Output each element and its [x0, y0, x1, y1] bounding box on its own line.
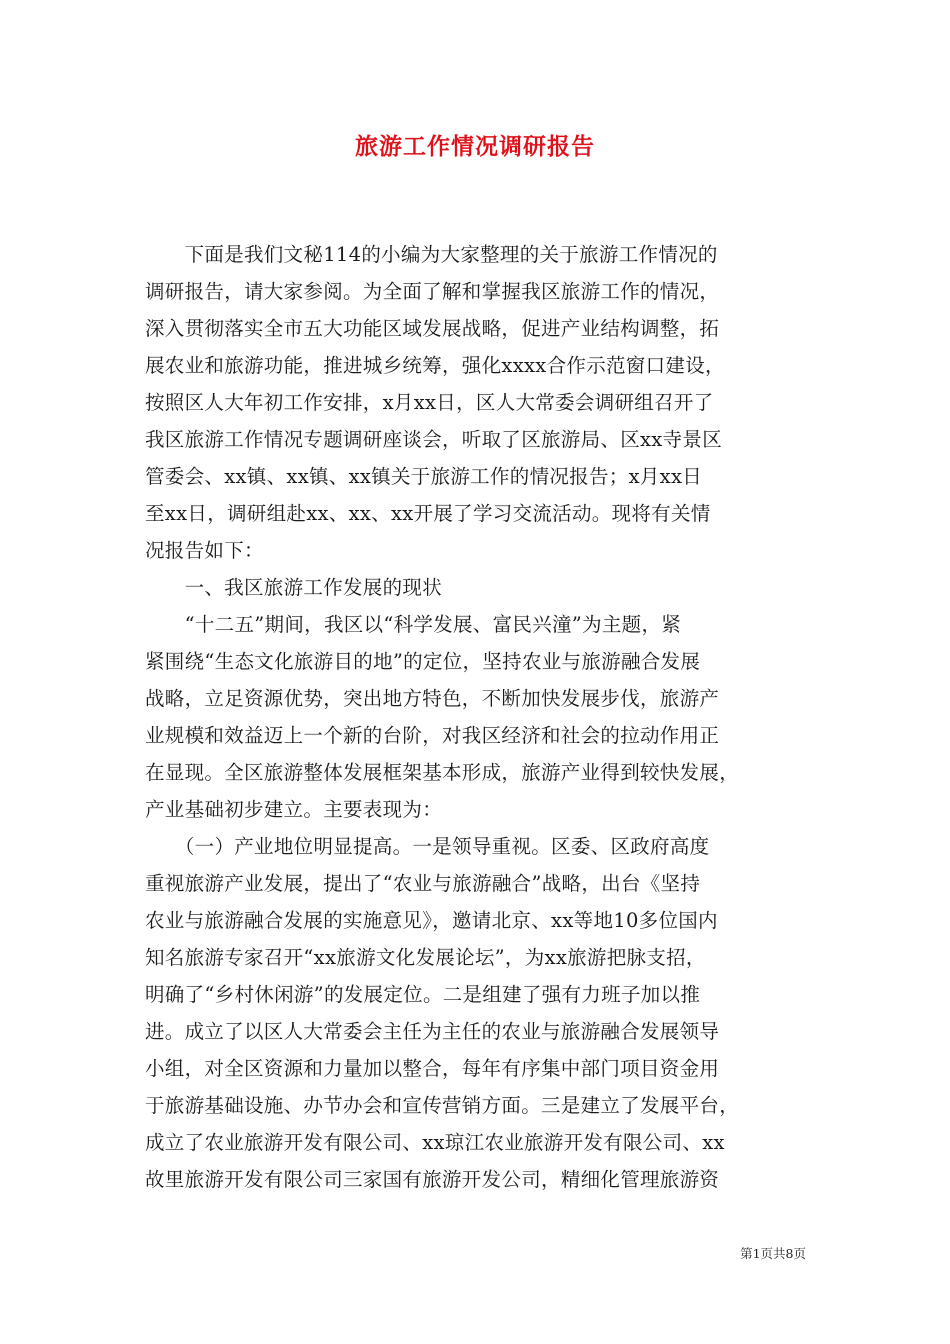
text-line: 成立了农业旅游开发有限公司、xx琼江农业旅游开发有限公司、xx [145, 1131, 725, 1154]
text-line: 重视旅游产业发展，提出了“农业与旅游融合”战略，出台《坚持 [145, 872, 701, 895]
page-number: 第1页共8页 [740, 1246, 806, 1261]
text-line: 农业与旅游融合发展的实施意见》，邀请北京、xx等地10多位国内 [145, 909, 718, 932]
text-line: 进。成立了以区人大常委会主任为主任的农业与旅游融合发展领导 [145, 1020, 720, 1043]
text-line: （一）产业地位明显提高。一是领导重视。区委、区政府高度 [145, 835, 710, 858]
text-line: 明确了“乡村休闲游”的发展定位。二是组建了强有力班子加以推 [145, 983, 701, 1006]
text-line: 于旅游基础设施、办节办会和宣传营销方面。三是建立了发展平台， [145, 1094, 740, 1117]
text-line: 业规模和效益迈上一个新的台阶，对我区经济和社会的拉动作用正 [145, 724, 720, 747]
text-line: 小组，对全区资源和力量加以整合，每年有序集中部门项目资金用 [145, 1057, 720, 1080]
text-line: 战略，立足资源优势，突出地方特色，不断加快发展步伐，旅游产 [145, 687, 720, 710]
body-text [145, 236, 805, 1198]
text-line: 我区旅游工作情况专题调研座谈会，听取了区旅游局、区xx寺景区 [145, 428, 722, 451]
text-line: 至xx日，调研组赴xx、xx、xx开展了学习交流活动。现将有关情 [145, 502, 711, 525]
text-line: 管委会、xx镇、xx镇、xx镇关于旅游工作的情况报告；x月xx日 [145, 465, 703, 488]
text-line: 在显现。全区旅游整体发展框架基本形成，旅游产业得到较快发展， [145, 761, 740, 784]
document-title: 旅游工作情况调研报告 [355, 133, 595, 160]
text-line: 深入贯彻落实全市五大功能区域发展战略，促进产业结构调整，拓 [145, 317, 720, 340]
text-line: 展农业和旅游功能，推进城乡统筹，强化xxxx合作示范窗口建设， [145, 354, 725, 377]
text-line: 按照区人大年初工作安排，x月xx日，区人大常委会调研组召开了 [145, 391, 714, 414]
text-line: 况报告如下： [145, 539, 264, 562]
text-line: 紧围绕“生态文化旅游目的地”的定位，坚持农业与旅游融合发展 [145, 650, 701, 673]
text-line: “十二五”期间，我区以“科学发展、富民兴潼”为主题，紧 [145, 613, 682, 636]
text-line: 调研报告，请大家参阅。为全面了解和掌握我区旅游工作的情况， [145, 280, 720, 303]
text-line: 知名旅游专家召开“xx旅游文化发展论坛”，为xx旅游把脉支招， [145, 946, 706, 969]
text-line: 下面是我们文秘114的小编为大家整理的关于旅游工作情况的 [145, 243, 718, 266]
section-heading: 一、我区旅游工作发展的现状 [145, 576, 443, 599]
text-line: 产业基础初步建立。主要表现为： [145, 798, 443, 821]
text-line: 故里旅游开发有限公司三家国有旅游开发公司，精细化管理旅游资 [145, 1168, 720, 1191]
